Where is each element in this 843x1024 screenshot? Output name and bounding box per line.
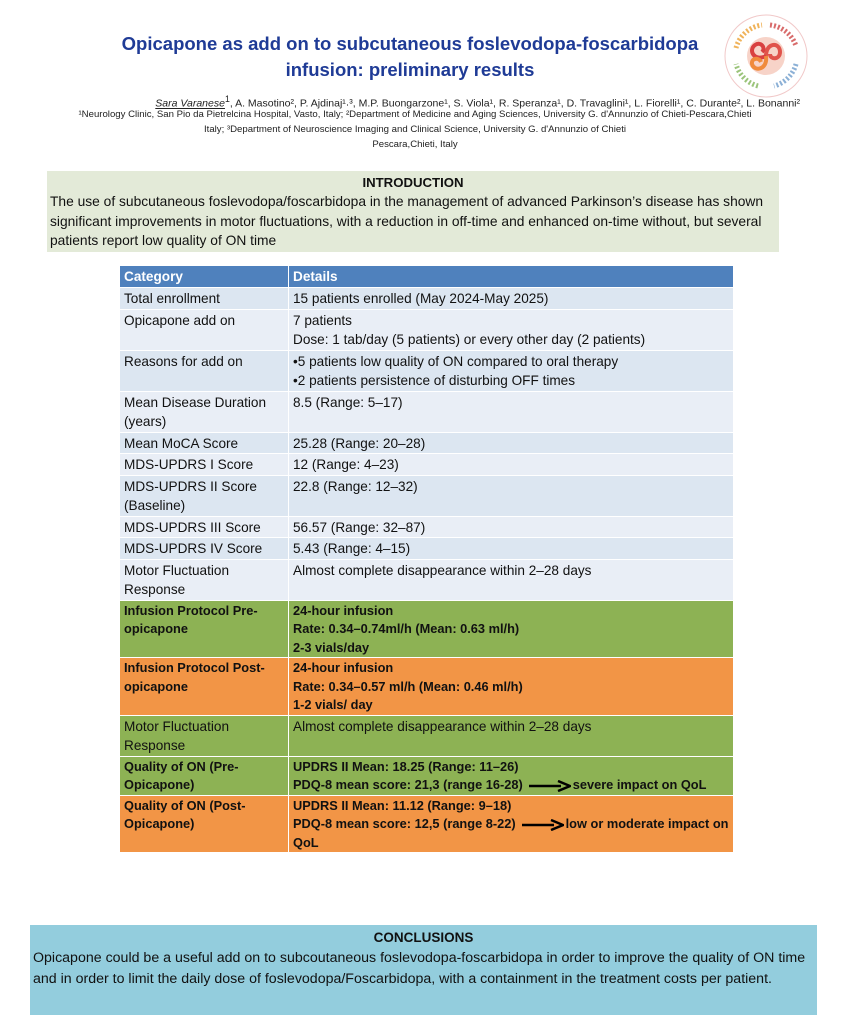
title-line-2: infusion: preliminary results [285,59,535,80]
table-row [120,538,734,560]
affiliation-line-1: ¹Neurology Clinic, San Pio da Pietrelcina Hospital, Vasto, Italy; ²Department of Medicine and Aging Sciences, University G. d'Annunzio of Chieti-Pescara,Chieti [78,109,752,120]
row-details: 15 patients enrolled (May 2024-May 2025) [289,288,734,310]
conclusions-heading: CONCLUSIONS [373,930,474,945]
row-category: MDS-UPDRS IV Score [120,538,289,560]
introduction-heading: INTRODUCTION [362,175,464,190]
introduction-text: The use of subcutaneous foslevodopa/foscarbidopa in the management of advanced Parkinson’s disease has shown significant improvements in motor fluctuations, with a reduction in off-time and enhanced on-time without, but several patients report low quality of ON time [50,194,764,248]
right-arrow-icon [529,780,571,792]
table-row [120,391,734,432]
conclusions-text: Opicapone could be a useful add on to subcoutaneous foslevodopa-foscarbidopa in order to improve the quality of ON time and in order to limit the daily dose of foslevodopa/Foscarbidopa, with a containment in the treatment costs per patient. [33,950,806,987]
row-details: 12 (Range: 4–23) [289,454,734,476]
row-category: MDS-UPDRS I Score [120,454,289,476]
header-details: Details [289,266,734,288]
conclusions-section [30,925,817,1015]
table-row [120,559,734,600]
table-row [120,350,734,391]
table-row [120,795,734,853]
first-author-affiliation: 1 [224,94,230,104]
table-row [120,309,734,350]
title-line-1: Opicapone as add on to subcutaneous foslevodopa-foscarbidopa [121,33,699,54]
table-row [120,658,734,716]
introduction-section [47,171,779,252]
table-row [120,454,734,476]
row-details: UPDRS II Mean: 18.25 (Range: 11–26) PDQ-8 mean score: 21,3 (range 16-28) severe impact on QoL [289,756,734,795]
arrow-annotation: severe impact on QoL [572,777,707,792]
table-row [120,475,734,516]
first-author: Sara Varanese [155,97,225,110]
row-details: 22.8 (Range: 12–32) [289,475,734,516]
row-details: 56.57 (Range: 32–87) [289,516,734,538]
row-category: Mean MoCA Score [120,432,289,454]
row-category: MDS-UPDRS III Score [120,516,289,538]
table-row [120,715,734,756]
row-category: Total enrollment [120,288,289,310]
affiliations [30,107,800,152]
table-header-row [120,266,734,288]
row-details: 8.5 (Range: 5–17) [289,391,734,432]
row-category: Reasons for add on [120,350,289,391]
row-category: Opicapone add on [120,309,289,350]
table-row [120,756,734,795]
row-details: •5 patients low quality of ON compared to oral therapy •2 patients persistence of disturbing OFF times [289,350,734,391]
row-details: 25.28 (Range: 20–28) [289,432,734,454]
other-authors: , A. Masotino², P. Ajdinaj¹˒³, M.P. Buongarzone¹, S. Viola¹, R. Speranza¹, D. Travaglini¹, L. Fiorelli¹, C. Durante², L. Bonanni² [229,97,800,110]
row-category: MDS-UPDRS II Score (Baseline) [120,475,289,516]
table-row [120,600,734,658]
arrow-annotation: low or moderate impact on QoL [293,816,729,850]
row-category: Infusion Protocol Pre-opicapone [120,600,289,658]
row-details: 24-hour infusion Rate: 0.34–0.74ml/h (Mean: 0.63 ml/h) 2-3 vials/day [289,600,734,658]
row-details: Almost complete disappearance within 2–28 days [289,715,734,756]
affiliation-line-2: Italy; ³Department of Neuroscience Imaging and Clinical Science, University G. d'Annunzio of Chieti [203,124,627,135]
poster-title [60,31,760,83]
row-category: Quality of ON (Post-Opicapone) [120,795,289,853]
row-details: 7 patients Dose: 1 tab/day (5 patients) or every other day (2 patients) [289,309,734,350]
row-details: 5.43 (Range: 4–15) [289,538,734,560]
header-category: Category [120,266,289,288]
row-details: Almost complete disappearance within 2–28 days [289,559,734,600]
table-row [120,432,734,454]
right-arrow-icon [522,819,564,831]
row-category: Quality of ON (Pre-Opicapone) [120,756,289,795]
row-category: Motor Fluctuation Response [120,559,289,600]
row-details: UPDRS II Mean: 11.12 (Range: 9–18) PDQ-8 mean score: 12,5 (range 8-22) low or moderate impact on QoL [289,795,734,853]
affiliation-line-3: Pescara,Chieti, Italy [372,139,458,150]
triskele-logo [722,12,810,100]
row-category: Motor Fluctuation Response [120,715,289,756]
table-row [120,288,734,310]
table-row [120,516,734,538]
row-category: Infusion Protocol Post-opicapone [120,658,289,716]
results-table [119,265,734,853]
row-category: Mean Disease Duration (years) [120,391,289,432]
row-details: 24-hour infusion Rate: 0.34–0.57 ml/h (Mean: 0.46 ml/h) 1-2 vials/ day [289,658,734,716]
